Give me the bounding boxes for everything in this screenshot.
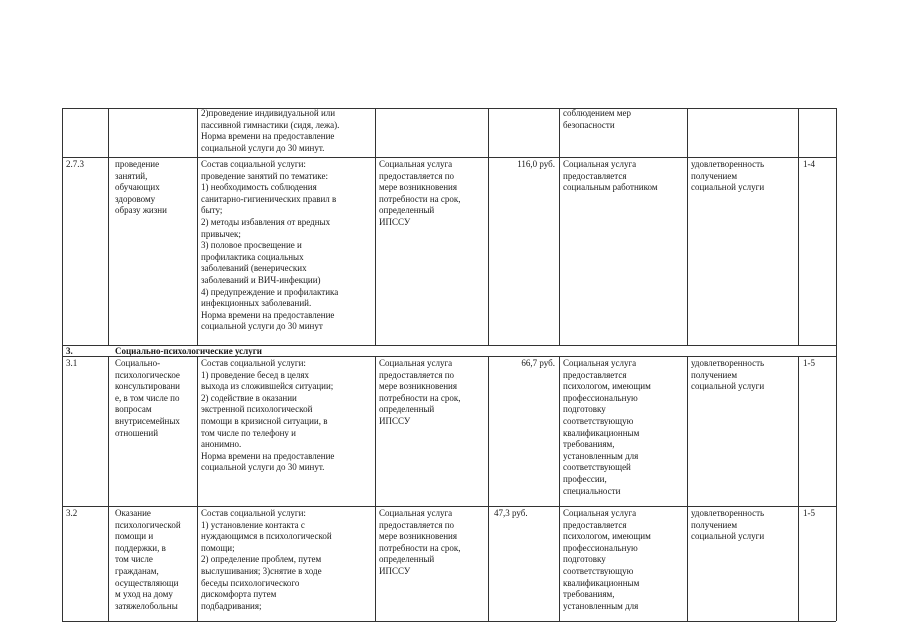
description-cell: Состав социальной услуги: проведение занятий по тематике: 1) необходимость соблюдения санитарно-гигиенических правил в быту; 2) методы избавления от вредных привычек; 3) половое просвещение и профилактика социальных заболеваний (венерических заболеваний и ВИЧ-инфекции) 4) предупреждение и профилактика инфекционных заболеваний. Норма времени на предоставление социальной услуги до 30 минут — [201, 159, 339, 332]
service-name-cell: Социально- психологическое консультировани е, в том числе по вопросам внутрисемейных отношений — [115, 358, 180, 438]
row-divider — [62, 157, 836, 158]
column-divider — [488, 108, 489, 345]
column-divider — [108, 108, 109, 345]
row-number: 2.7.3 — [66, 159, 84, 169]
standard-cell: Социальная услуга предоставляется социальным работником — [563, 159, 658, 193]
row-divider — [62, 108, 836, 109]
column-divider — [836, 108, 837, 621]
result-cell: удовлетворенность получением социальной услуги — [691, 508, 765, 542]
row-divider — [62, 621, 836, 622]
column-divider — [559, 356, 560, 621]
standard-cell: Социальная услуга предоставляется психологом, имеющим профессиональную подготовку соответствующую квалификационным требованиям, установленным для — [563, 508, 651, 611]
standard-cell: Социальная услуга предоставляется психологом, имеющим профессиональную подготовку соответствующую квалификационным требованиям, установленным для соответствующей профессии, специальности — [563, 358, 651, 496]
column-divider — [687, 108, 688, 345]
price-cell: 116,0 руб. — [517, 159, 555, 169]
column-divider — [375, 108, 376, 345]
period-cell: 1-5 — [803, 358, 815, 368]
column-divider — [798, 356, 799, 621]
description-cell: Состав социальной услуги: 1) установление контакта с нуждающимся в психологической помощи; 2) определение проблем, путем выслушивания; 3)снятие в ходе беседы психологического дискомфорта путем подбадривания; — [201, 508, 332, 611]
section-number: 3. — [66, 346, 73, 356]
column-divider — [687, 356, 688, 621]
service-name-cell: Оказание психологической помощи и поддержки, в том числе гражданам, осуществляющи м уход на дому затяжелобольны — [115, 508, 181, 611]
column-divider — [197, 356, 198, 621]
row-divider — [62, 506, 836, 507]
column-divider — [559, 108, 560, 345]
price-cell: 66,7 руб. — [521, 358, 555, 368]
column-divider — [375, 356, 376, 621]
row-number: 3.2 — [66, 508, 78, 518]
term-cell: Социальная услуга предоставляется по мере возникновения потребности на срок, определенный ИПССУ — [379, 358, 461, 426]
period-cell: 1-4 — [803, 159, 815, 169]
description-cell: Состав социальной услуги: 1) проведение бесед в целях выхода из сложившейся ситуации; 2) содействие в оказании экстренной психологической помощи в кризисной ситуации, в том числе по телефону и анонимно. Норма времени на предоставление социальной услуги до 30 минут. — [201, 358, 335, 473]
column-divider — [798, 108, 799, 345]
period-cell: 1-5 — [803, 508, 815, 518]
column-divider — [62, 108, 63, 621]
column-divider — [108, 356, 109, 621]
service-name-cell: проведение занятий, обучающих здоровому образу жизни — [115, 159, 167, 216]
term-cell: Социальная услуга предоставляется по мере возникновения потребности на срок, определенный ИПССУ — [379, 159, 461, 227]
term-cell: Социальная услуга предоставляется по мере возникновения потребности на срок, определенный ИПССУ — [379, 508, 461, 576]
price-cell: 47,3 руб. — [494, 508, 528, 518]
result-cell: удовлетворенность получением социальной услуги — [691, 159, 765, 193]
row-divider — [62, 356, 836, 357]
column-divider — [488, 356, 489, 621]
result-cell: удовлетворенность получением социальной услуги — [691, 358, 765, 392]
column-divider — [197, 108, 198, 345]
description-cell: 2)проведение индивидуальной или пассивной гимнастики (сидя, лежа). Норма времени на предоставление социальной услуги до 30 минут. — [201, 108, 340, 153]
row-number: 3.1 — [66, 358, 78, 368]
section-title: Социально-психологические услуги — [115, 346, 262, 356]
standard-cell: соблюдением мер безопасности — [563, 108, 631, 130]
